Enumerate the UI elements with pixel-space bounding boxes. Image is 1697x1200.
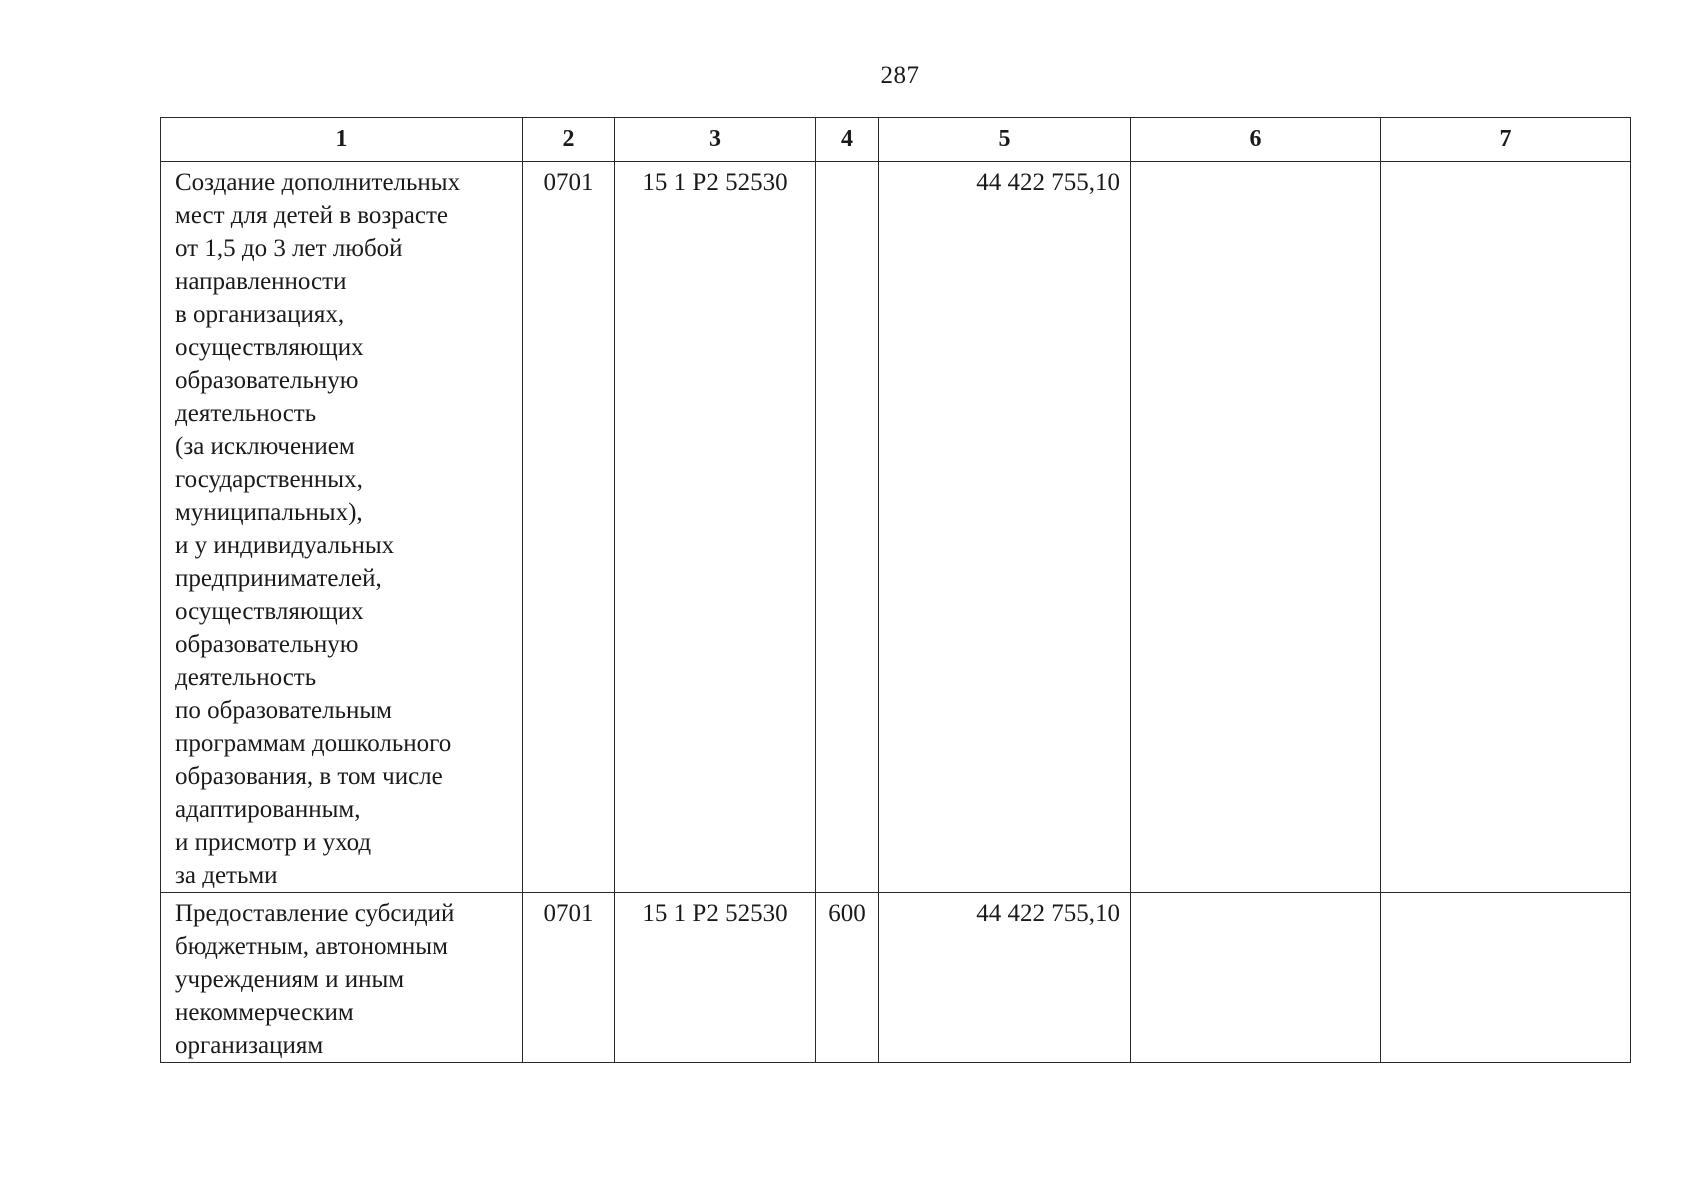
page-number: 287	[880, 62, 920, 89]
cell-section: 0701	[523, 893, 615, 1063]
header-col-3: 3	[615, 118, 816, 162]
cell-col-6	[1131, 162, 1381, 893]
cell-col-7	[1381, 162, 1631, 893]
cell-kind	[816, 162, 879, 893]
cell-article: 15 1 Р2 52530	[615, 162, 816, 893]
cell-col-6	[1131, 893, 1381, 1063]
cell-sum: 44 422 755,10	[879, 893, 1131, 1063]
cell-section: 0701	[523, 162, 615, 893]
header-row	[161, 118, 1631, 162]
cell-col-7	[1381, 893, 1631, 1063]
cell-sum: 44 422 755,10	[879, 162, 1131, 893]
header-col-2: 2	[523, 118, 615, 162]
cell-kind: 600	[816, 893, 879, 1063]
header-col-6: 6	[1131, 118, 1381, 162]
cell-name: Предоставление субсидий бюджетным, автономным учреждениям и иным некоммерческим организациям	[161, 893, 523, 1063]
table-row	[161, 893, 1631, 1063]
header-col-7: 7	[1381, 118, 1631, 162]
budget-table	[160, 117, 1631, 1063]
cell-name: Создание дополнительных мест для детей в возрасте от 1,5 до 3 лет любой направленности в организациях, осуществляющих образовательную деятельность (за исключением государственных, муниципальных), и у индивидуальных предпринимателей, осуществляющих образовательную деятельность по образовательным программам дошкольного образования, в том числе адаптированным, и присмотр и уход за детьми	[161, 162, 523, 893]
table-row	[161, 162, 1631, 893]
cell-article: 15 1 Р2 52530	[615, 893, 816, 1063]
header-col-4: 4	[816, 118, 879, 162]
header-col-1: 1	[161, 118, 523, 162]
header-col-5: 5	[879, 118, 1131, 162]
